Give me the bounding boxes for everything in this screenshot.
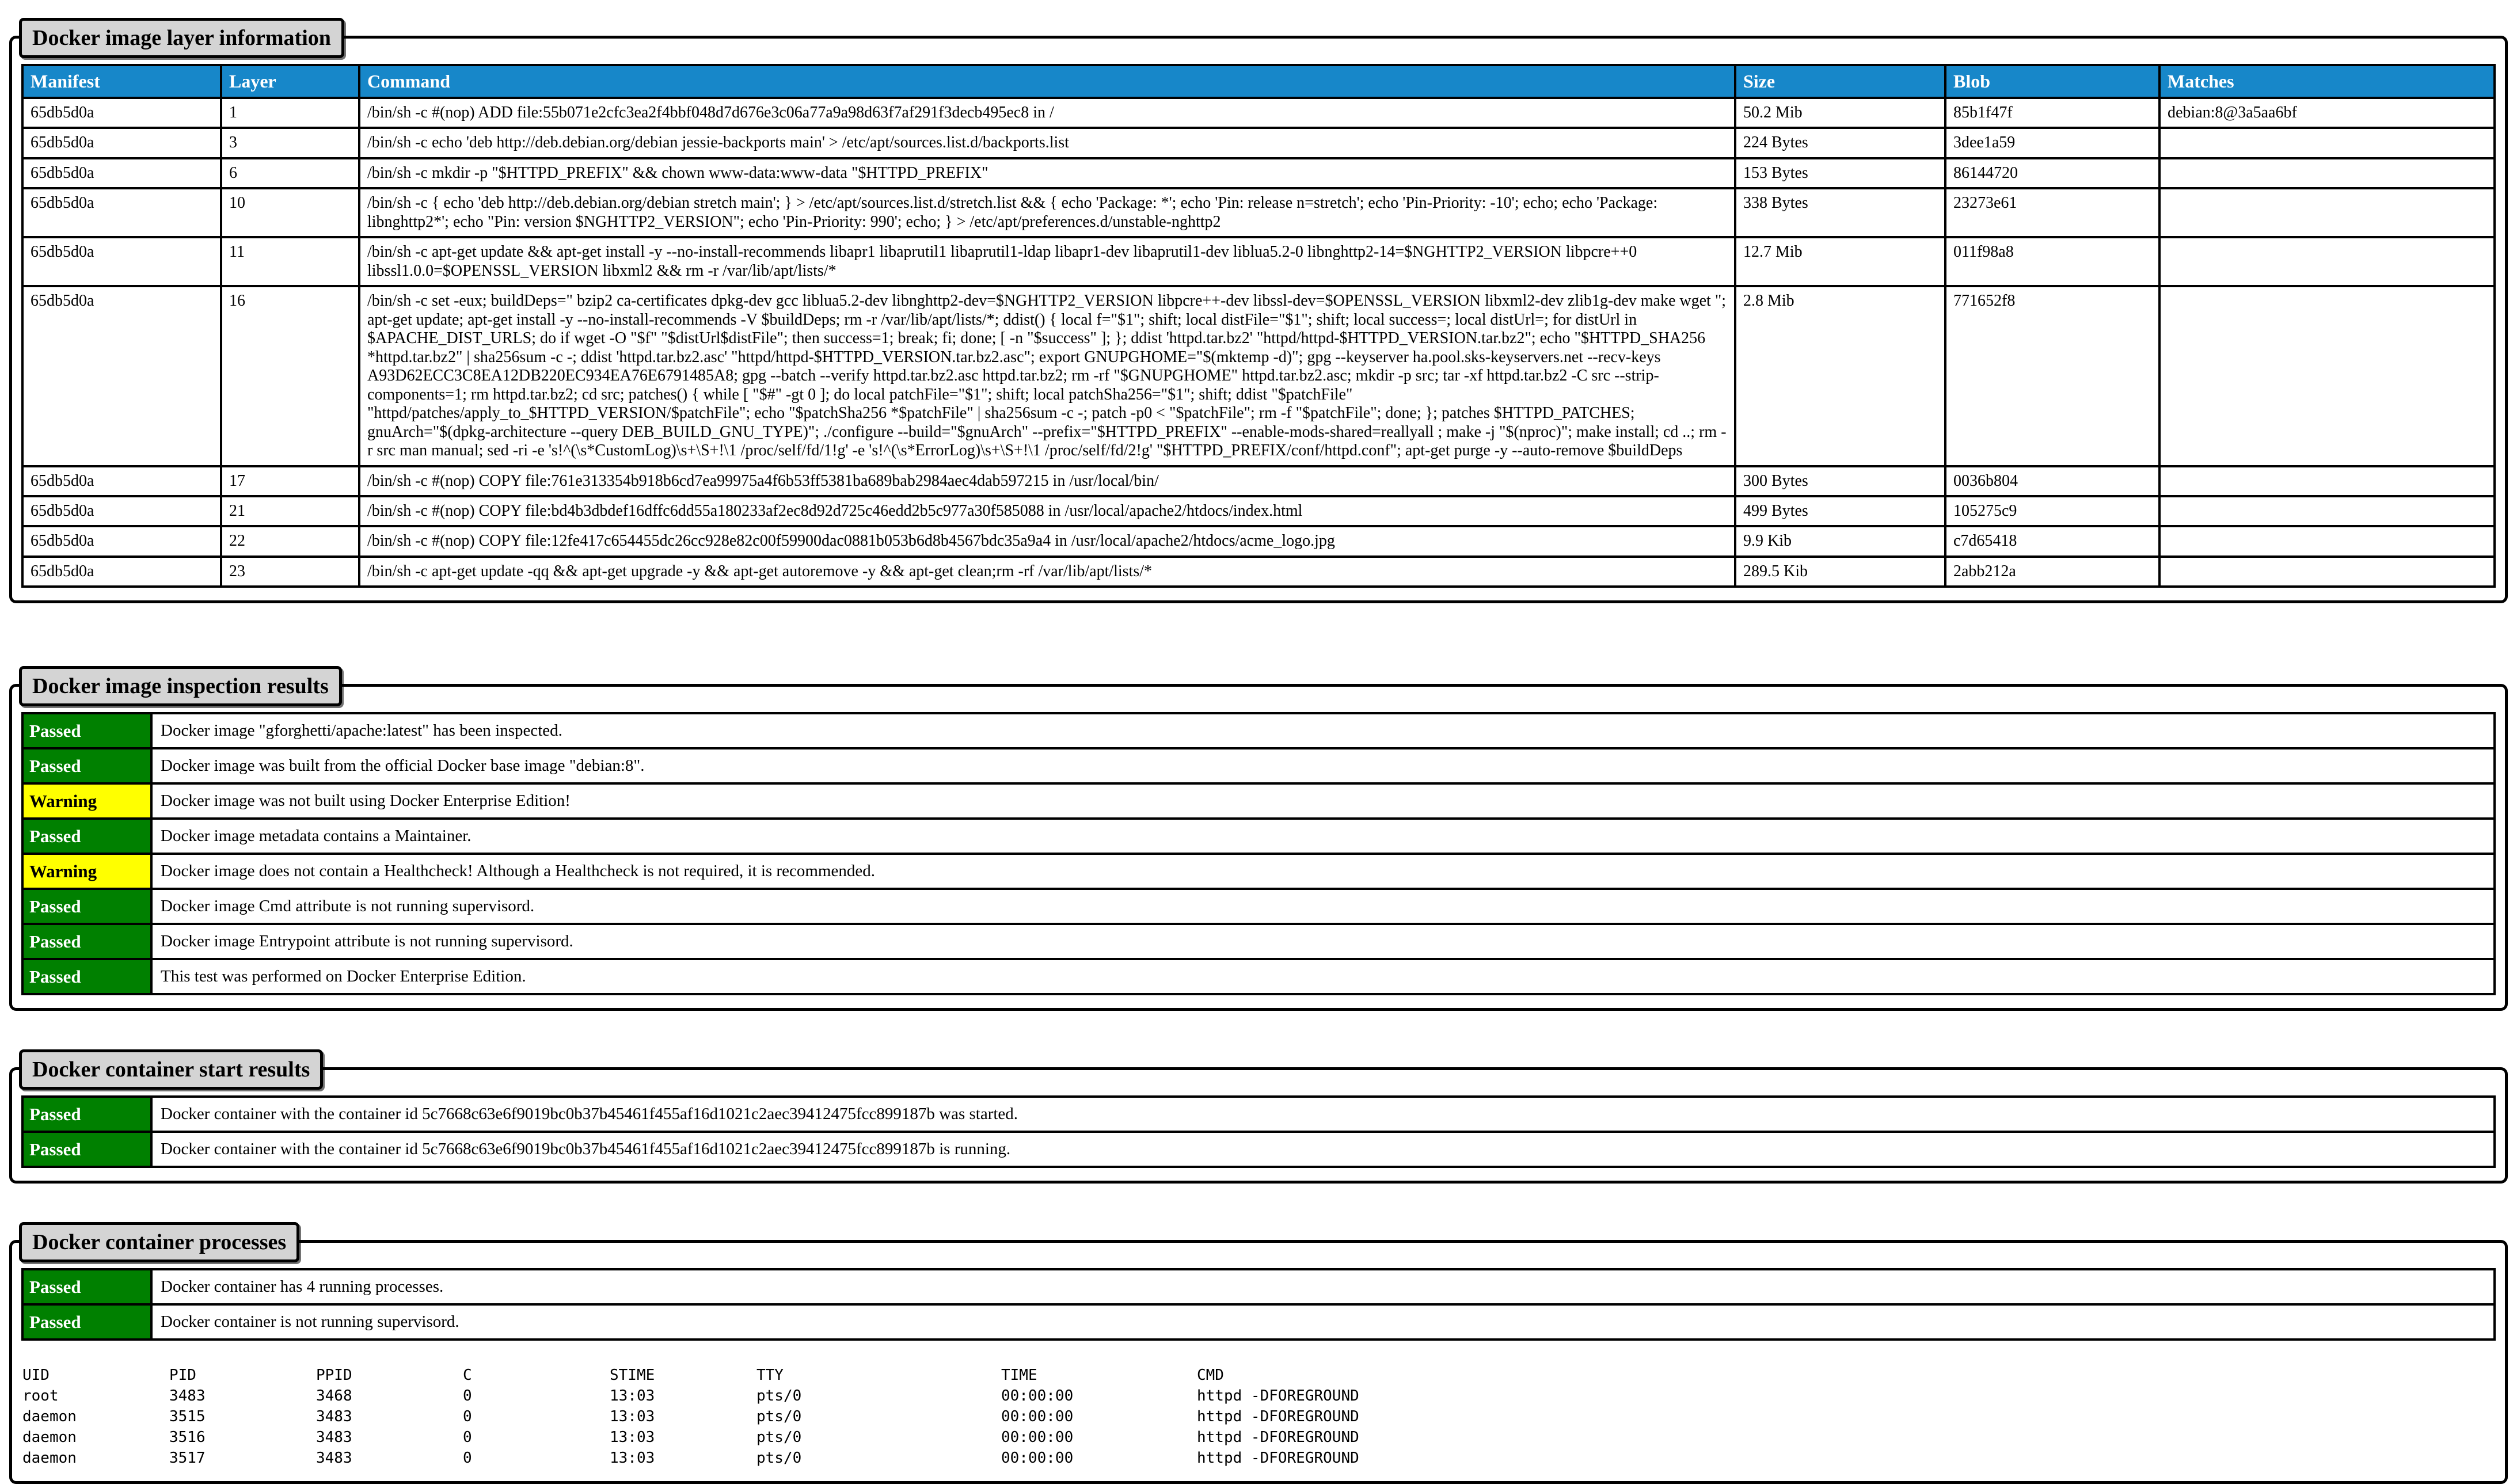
matches-cell — [2159, 557, 2495, 587]
column-header-command: Command — [359, 65, 1735, 98]
command-cell: /bin/sh -c apt-get update && apt-get install -y --no-install-recommends libapr1 libaprutil1 libaprutil1-ldap libapr1-dev libaprutil1-dev liblua5.2-0 libnghttp2-14=$NGHTTP2_VERSION libpcre++0 libssl1.0.0=$OPENSSL_VERSION libxml2 && rm -r /var/lib/apt/lists/* — [359, 237, 1735, 286]
manifest-cell: 65db5d0a — [22, 158, 221, 188]
process-cell: 13:03 — [610, 1449, 655, 1467]
status-badge: Warning — [22, 854, 151, 889]
matches-cell — [2159, 496, 2495, 526]
process-cell: 00:00:00 — [1001, 1429, 1074, 1447]
layer-table-row — [22, 526, 2495, 556]
container-processes-results-body — [22, 1269, 2495, 1340]
process-cell: httpd -DFOREGROUND — [1197, 1449, 1359, 1467]
status-badge: Passed — [22, 748, 151, 783]
status-badge: Passed — [22, 1269, 151, 1304]
section-title-inspection-results: Docker image inspection results — [19, 666, 342, 706]
size-cell: 300 Bytes — [1735, 466, 1945, 496]
blob-cell: 85b1f47f — [1945, 98, 2159, 128]
blob-cell: 105275c9 — [1945, 496, 2159, 526]
result-row — [22, 819, 2495, 854]
layer-cell: 16 — [221, 286, 359, 466]
manifest-cell: 65db5d0a — [22, 188, 221, 237]
process-row — [21, 1386, 2496, 1406]
layer-table-row — [22, 188, 2495, 237]
layer-cell: 10 — [221, 188, 359, 237]
layer-table-row — [22, 158, 2495, 188]
layer-cell: 3 — [221, 128, 359, 158]
manifest-cell: 65db5d0a — [22, 237, 221, 286]
status-badge: Warning — [22, 783, 151, 819]
command-cell: /bin/sh -c #(nop) COPY file:bd4b3dbdef16dffc6dd55a180233af2ec8d92d725c46edd2b5c977a30f585088 in /usr/local/apache2/htdocs/index.html — [359, 496, 1735, 526]
inspection-results-body — [22, 713, 2495, 994]
size-cell: 289.5 Kib — [1735, 557, 1945, 587]
blob-cell: 86144720 — [1945, 158, 2159, 188]
size-cell: 2.8 Mib — [1735, 286, 1945, 466]
process-column-header: C — [463, 1367, 472, 1384]
process-cell: 3483 — [169, 1387, 206, 1405]
process-cell: pts/0 — [756, 1387, 802, 1405]
status-badge: Passed — [22, 889, 151, 924]
process-cell: 0 — [463, 1408, 472, 1426]
result-message: Docker container has 4 running processes. — [151, 1269, 2495, 1304]
size-cell: 50.2 Mib — [1735, 98, 1945, 128]
command-cell: /bin/sh -c #(nop) COPY file:12fe417c654455dc26cc928e82c00f59900dac0881b053b6d8b4567bdc35a9a4 in /usr/local/apache2/htdocs/acme_logo.jpg — [359, 526, 1735, 556]
column-header-matches: Matches — [2159, 65, 2495, 98]
process-column-header: STIME — [610, 1367, 655, 1384]
layer-table-row — [22, 496, 2495, 526]
container-processes-results-table — [21, 1268, 2496, 1341]
size-cell: 224 Bytes — [1735, 128, 1945, 158]
process-cell: 3483 — [316, 1449, 352, 1467]
blob-cell: 3dee1a59 — [1945, 128, 2159, 158]
manifest-cell: 65db5d0a — [22, 98, 221, 128]
process-table-body — [21, 1386, 2496, 1468]
manifest-cell: 65db5d0a — [22, 526, 221, 556]
matches-cell — [2159, 188, 2495, 237]
status-badge: Passed — [22, 819, 151, 854]
process-cell: 3483 — [316, 1408, 352, 1426]
section-layer-information — [9, 26, 2508, 603]
process-cell: 00:00:00 — [1001, 1387, 1074, 1405]
process-cell: 00:00:00 — [1001, 1449, 1074, 1467]
section-title-layer-information: Docker image layer information — [19, 18, 344, 58]
size-cell: 9.9 Kib — [1735, 526, 1945, 556]
inspection-results-table — [21, 712, 2496, 995]
process-cell: 3468 — [316, 1387, 352, 1405]
column-header-manifest: Manifest — [22, 65, 221, 98]
layer-table-header-row — [22, 65, 2495, 98]
result-row — [22, 1132, 2495, 1167]
matches-cell: debian:8@3a5aa6bf — [2159, 98, 2495, 128]
section-container-processes — [9, 1230, 2508, 1484]
result-message: Docker image metadata contains a Maintainer. — [151, 819, 2495, 854]
process-cell: 00:00:00 — [1001, 1408, 1074, 1426]
result-row — [22, 713, 2495, 748]
command-cell: /bin/sh -c { echo 'deb http://deb.debian.org/debian stretch main'; } > /etc/apt/sources.list.d/stretch.list && { echo 'Package: *'; echo 'Pin: release n=stretch'; echo 'Pin-Priority: -10'; echo; echo 'Package: libnghttp2*'; echo "Pin: version $NGHTTP2_VERSION"; echo 'Pin-Priority: 990'; echo; } > /etc/apt/preferences.d/unstable-nghttp2 — [359, 188, 1735, 237]
result-row — [22, 1269, 2495, 1304]
layer-table-row — [22, 286, 2495, 466]
layer-table-row — [22, 128, 2495, 158]
result-row — [22, 1304, 2495, 1340]
manifest-cell: 65db5d0a — [22, 496, 221, 526]
process-cell: 3515 — [169, 1408, 206, 1426]
section-inspection-results — [9, 674, 2508, 1011]
layer-table-row — [22, 557, 2495, 587]
column-header-blob: Blob — [1945, 65, 2159, 98]
size-cell: 12.7 Mib — [1735, 237, 1945, 286]
process-column-header: PID — [169, 1367, 196, 1384]
result-row — [22, 959, 2495, 994]
manifest-cell: 65db5d0a — [22, 466, 221, 496]
layer-table-row — [22, 98, 2495, 128]
process-column-header: PPID — [316, 1367, 352, 1384]
process-cell: 0 — [463, 1449, 472, 1467]
layer-cell: 6 — [221, 158, 359, 188]
process-cell: httpd -DFOREGROUND — [1197, 1387, 1359, 1405]
result-message: Docker container with the container id 5c7668c63e6f9019bc0b37b45461f455af16d1021c2aec39412475fcc899187b is running. — [151, 1132, 2495, 1167]
result-message: Docker container is not running supervisord. — [151, 1304, 2495, 1340]
process-cell: pts/0 — [756, 1429, 802, 1447]
process-cell: 3483 — [316, 1429, 352, 1447]
process-cell: 13:03 — [610, 1408, 655, 1426]
section-container-start-results — [9, 1057, 2508, 1184]
process-cell: pts/0 — [756, 1449, 802, 1467]
process-column-header: TIME — [1001, 1367, 1037, 1384]
process-table-header-row — [21, 1365, 2496, 1386]
container-start-results-body — [22, 1097, 2495, 1167]
command-cell: /bin/sh -c mkdir -p "$HTTPD_PREFIX" && chown www-data:www-data "$HTTPD_PREFIX" — [359, 158, 1735, 188]
matches-cell — [2159, 286, 2495, 466]
status-badge: Passed — [22, 1304, 151, 1340]
layer-cell: 22 — [221, 526, 359, 556]
status-badge: Passed — [22, 959, 151, 994]
matches-cell — [2159, 466, 2495, 496]
manifest-cell: 65db5d0a — [22, 128, 221, 158]
status-badge: Passed — [22, 1097, 151, 1132]
process-cell: daemon — [22, 1449, 77, 1467]
result-message: Docker image Entrypoint attribute is not running supervisord. — [151, 924, 2495, 959]
matches-cell — [2159, 128, 2495, 158]
manifest-cell: 65db5d0a — [22, 557, 221, 587]
result-row — [22, 783, 2495, 819]
process-column-header: TTY — [756, 1367, 784, 1384]
process-column-header: UID — [22, 1367, 50, 1384]
process-cell: 0 — [463, 1429, 472, 1447]
process-column-header: CMD — [1197, 1367, 1224, 1384]
blob-cell: 2abb212a — [1945, 557, 2159, 587]
result-row — [22, 1097, 2495, 1132]
section-title-container-start-results: Docker container start results — [19, 1049, 323, 1090]
result-message: Docker image does not contain a Healthcheck! Although a Healthcheck is not required, it is recommended. — [151, 854, 2495, 889]
blob-cell: 23273e61 — [1945, 188, 2159, 237]
column-header-size: Size — [1735, 65, 1945, 98]
layer-cell: 1 — [221, 98, 359, 128]
process-row — [21, 1448, 2496, 1468]
process-cell: root — [22, 1387, 59, 1405]
size-cell: 153 Bytes — [1735, 158, 1945, 188]
container-start-results-table — [21, 1095, 2496, 1168]
layer-table-row — [22, 237, 2495, 286]
result-row — [22, 854, 2495, 889]
process-cell: daemon — [22, 1429, 77, 1447]
process-cell: 3516 — [169, 1429, 206, 1447]
layer-cell: 21 — [221, 496, 359, 526]
blob-cell: 0036b804 — [1945, 466, 2159, 496]
result-row — [22, 748, 2495, 783]
layer-table — [21, 64, 2496, 588]
process-cell: 13:03 — [610, 1387, 655, 1405]
size-cell: 338 Bytes — [1735, 188, 1945, 237]
result-message: Docker image was not built using Docker Enterprise Edition! — [151, 783, 2495, 819]
process-cell: httpd -DFOREGROUND — [1197, 1408, 1359, 1426]
process-cell: 13:03 — [610, 1429, 655, 1447]
command-cell: /bin/sh -c echo 'deb http://deb.debian.org/debian jessie-backports main' > /etc/apt/sources.list.d/backports.list — [359, 128, 1735, 158]
result-message: Docker image Cmd attribute is not running supervisord. — [151, 889, 2495, 924]
column-header-layer: Layer — [221, 65, 359, 98]
process-cell: 3517 — [169, 1449, 206, 1467]
command-cell: /bin/sh -c #(nop) ADD file:55b071e2cfc3ea2f4bbf048d7d676e3c06a77a9a98d63f7af291f3decb495ec8 in / — [359, 98, 1735, 128]
process-cell: daemon — [22, 1408, 77, 1426]
process-table — [21, 1365, 2496, 1468]
blob-cell: 011f98a8 — [1945, 237, 2159, 286]
matches-cell — [2159, 526, 2495, 556]
command-cell: /bin/sh -c apt-get update -qq && apt-get upgrade -y && apt-get autoremove -y && apt-get clean;rm -rf /var/lib/apt/lists/* — [359, 557, 1735, 587]
size-cell: 499 Bytes — [1735, 496, 1945, 526]
process-cell: pts/0 — [756, 1408, 802, 1426]
command-cell: /bin/sh -c set -eux; buildDeps=" bzip2 ca-certificates dpkg-dev gcc liblua5.2-dev libnghttp2-dev=$NGHTTP2_VERSION libpcre++-dev libssl-dev=$OPENSSL_VERSION libxml2-dev zlib1g-dev make wget "; apt-get update; apt-get install -y --no-install-recommends -V $buildDeps; rm -r /var/lib/apt/lists/*; ddist() { local f="$1"; shift; local distFile="$1"; shift; local success=; local distUrl=; for distUrl in $APACHE_DIST_URLS; do if wget -O "$f" "$distUrl$distFile"; then success=1; break; fi; done; [ -n "$success" ]; }; ddist 'httpd.tar.bz2' "httpd/httpd-$HTTPD_VERSION.tar.bz2"; echo "$HTTPD_SHA256 *httpd.tar.bz2" | sha256sum -c -; ddist 'httpd.tar.bz2.asc' "httpd/httpd-$HTTPD_VERSION.tar.bz2.asc"; export GNUPGHOME="$(mktemp -d)"; gpg --keyserver ha.pool.sks-keyservers.net --recv-keys A93D62ECC3C8EA12DB220EC934EA76E6791485A8; gpg --batch --verify httpd.tar.bz2.asc httpd.tar.bz2; rm -rf "$GNUPGHOME" httpd.tar.bz2.asc; mkdir -p src; tar -xf httpd.tar.bz2 -C src --strip-components=1; rm httpd.tar.bz2; cd src; patches() { while [ "$#" -gt 0 ]; do local patchFile="$1"; shift; local patchSha256="$1"; shift; ddist "$patchFile" "httpd/patches/apply_to_$HTTPD_VERSION/$patchFile"; echo "$patchSha256 *$patchFile" | sha256sum -c -; patch -p0 < "$patchFile"; rm -f "$patchFile"; done; }; patches $HTTPD_PATCHES; gnuArch="$(dpkg-architecture --query DEB_BUILD_GNU_TYPE)"; ./configure --build="$gnuArch" --prefix="$HTTPD_PREFIX" --enable-mods-shared=reallyall ; make -j "$(nproc)"; make install; cd ..; rm -r src man manual; sed -ri -e 's!^(\s*CustomLog)\s+\S+!\1 /proc/self/fd/1!g' -e 's!^(\s*ErrorLog)\s+\S+!\1 /proc/self/fd/2!g' "$HTTPD_PREFIX/conf/httpd.conf"; apt-get purge -y --auto-remove $buildDeps — [359, 286, 1735, 466]
process-cell: httpd -DFOREGROUND — [1197, 1429, 1359, 1447]
layer-cell: 17 — [221, 466, 359, 496]
process-cell: 0 — [463, 1387, 472, 1405]
layer-cell: 11 — [221, 237, 359, 286]
blob-cell: c7d65418 — [1945, 526, 2159, 556]
matches-cell — [2159, 158, 2495, 188]
matches-cell — [2159, 237, 2495, 286]
status-badge: Passed — [22, 1132, 151, 1167]
layer-table-row — [22, 466, 2495, 496]
result-message: Docker image "gforghetti/apache:latest" has been inspected. — [151, 713, 2495, 748]
result-message: Docker image was built from the official Docker base image "debian:8". — [151, 748, 2495, 783]
layer-table-body — [22, 98, 2495, 587]
section-title-container-processes: Docker container processes — [19, 1222, 299, 1262]
command-cell: /bin/sh -c #(nop) COPY file:761e313354b918b6cd7ea99975a4f6b53ff5381ba689bab2984aec4dab597215 in /usr/local/bin/ — [359, 466, 1735, 496]
status-badge: Passed — [22, 713, 151, 748]
process-row — [21, 1427, 2496, 1448]
blob-cell: 771652f8 — [1945, 286, 2159, 466]
status-badge: Passed — [22, 924, 151, 959]
result-message: This test was performed on Docker Enterprise Edition. — [151, 959, 2495, 994]
process-row — [21, 1406, 2496, 1427]
manifest-cell: 65db5d0a — [22, 286, 221, 466]
result-row — [22, 924, 2495, 959]
layer-cell: 23 — [221, 557, 359, 587]
result-message: Docker container with the container id 5c7668c63e6f9019bc0b37b45461f455af16d1021c2aec39412475fcc899187b was started. — [151, 1097, 2495, 1132]
result-row — [22, 889, 2495, 924]
